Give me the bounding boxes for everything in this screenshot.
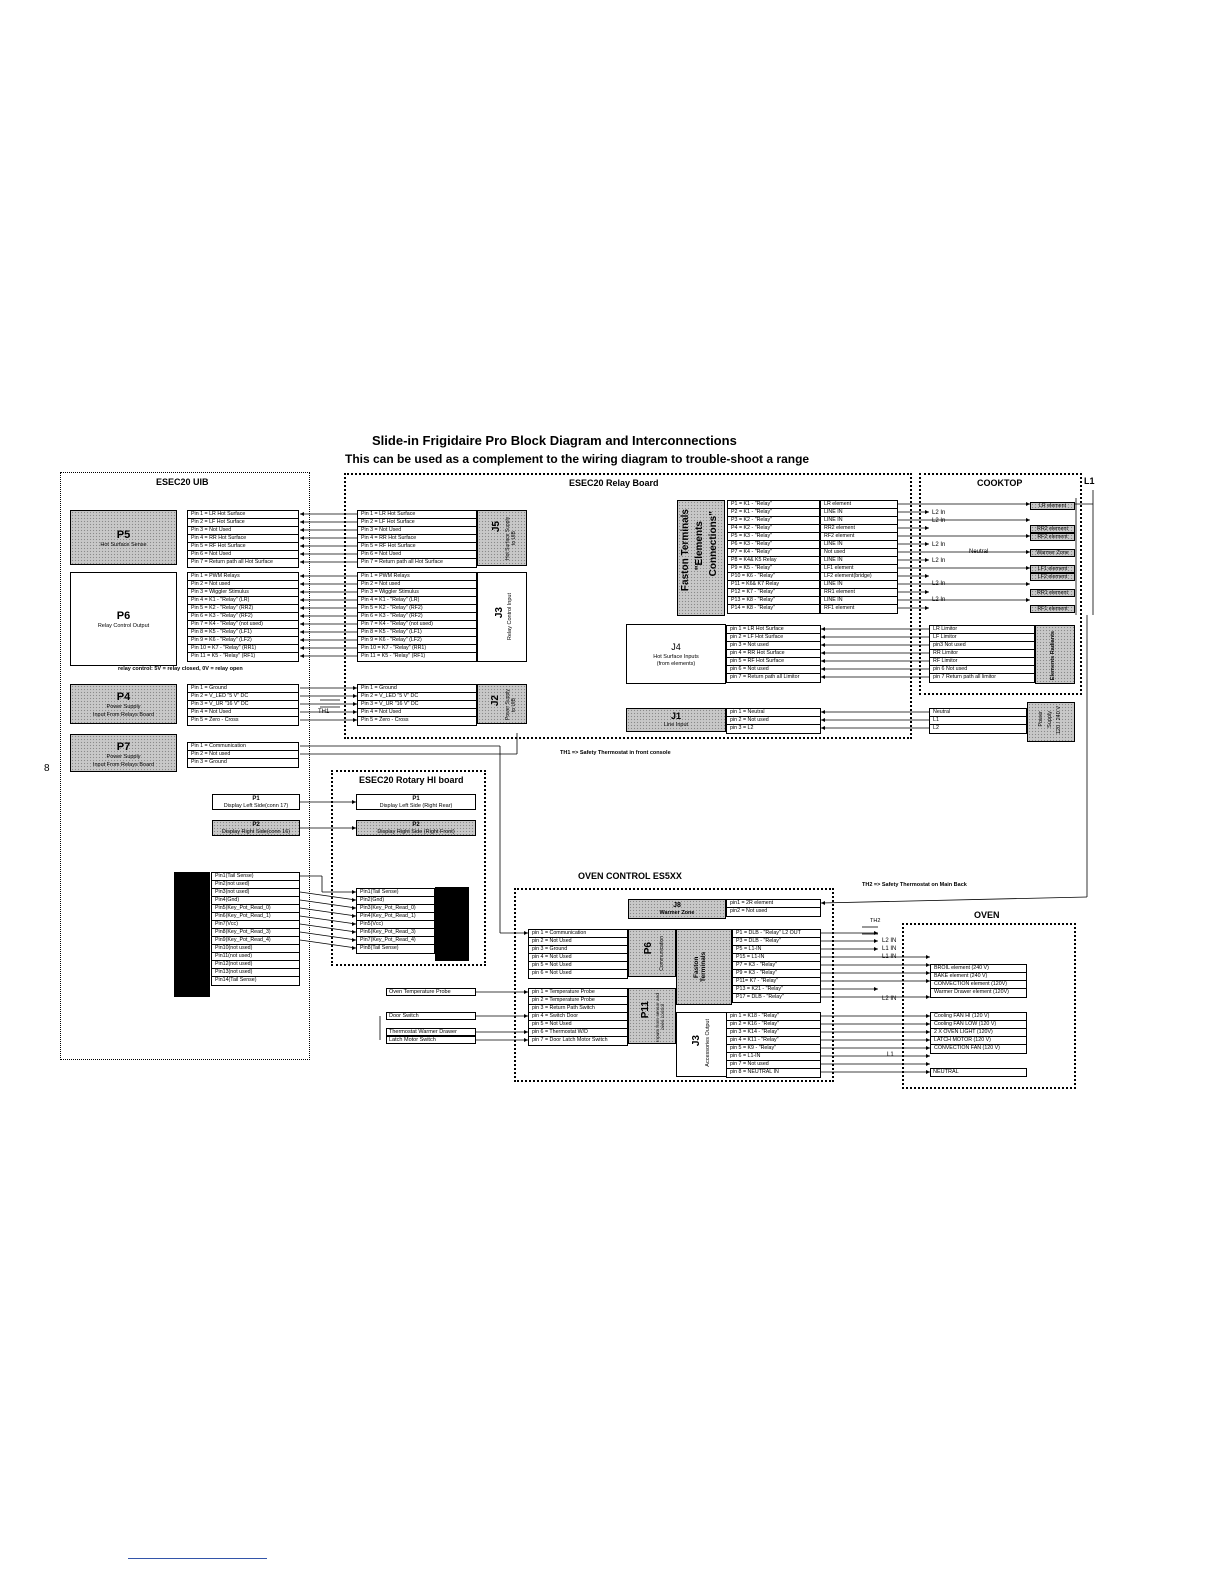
oc-j8-block	[628, 899, 726, 919]
pin-row: Pin 4 = RR Hot Surface	[188, 535, 298, 543]
wire-arrow	[874, 987, 878, 991]
relay-j4-block	[626, 624, 726, 684]
pin-row: Pin 3 = Wiggler Stimulus	[188, 589, 298, 597]
pin-row: Pin 1 = Ground	[358, 685, 476, 693]
pin-row: P10 = K6 - "Relay"	[728, 573, 819, 581]
pin-row: Pin 4 = Not Used	[358, 709, 476, 717]
relay-j5-sub: Hot Surface Supply to UIB	[505, 516, 517, 560]
th1-note: TH1 => Safety Thermostat in front console	[560, 750, 671, 756]
pin-desc: LINE IN	[821, 597, 897, 605]
relay-j2-name: J2	[490, 695, 501, 707]
relay-j4-sub2: (from elements)	[656, 661, 696, 667]
relay-faston-line3: Connections"	[708, 511, 719, 577]
pin-row: P4 = K2 - "Relay"	[728, 525, 819, 533]
pin-desc: RR2 element	[821, 525, 897, 533]
oc-p11-pins	[528, 988, 628, 1046]
pin-desc: LF2 element(bridge)	[821, 573, 897, 581]
oc-faston-label: Faston Terminals	[693, 951, 707, 983]
pin-desc: RR1 element	[821, 589, 897, 597]
uib-p5-pins	[187, 510, 299, 568]
load-row: Warmer Drawer element (120V)	[934, 989, 1009, 995]
pin-row: P11= K7 - "Relay"	[733, 978, 820, 986]
oc-j3-block	[676, 1012, 728, 1077]
pin-row: Pin 4 = RR Hot Surface	[358, 535, 476, 543]
load-row: Cooling FAN HI (120 V)	[931, 1013, 1026, 1021]
oven-control-header: OVEN CONTROL ES5XX	[578, 871, 682, 881]
line-label: L2 IN	[882, 996, 897, 1002]
pin-row: Pin 2 = V_LED "5 V" DC	[358, 693, 476, 701]
sensor-box: Oven Temperature Probe	[386, 988, 476, 996]
pin-row: Pin 7 = K4 - "Relay" (not used)	[358, 621, 476, 629]
pin-row: Pin2(not used)	[212, 881, 299, 889]
sensor-box: Door Switch	[386, 1012, 476, 1020]
pin-row: Pin3(not used)	[212, 889, 299, 897]
relay-j3-block	[477, 572, 527, 662]
pin-row: Pin 6 = K3 - "Relay" (RF2)	[358, 613, 476, 621]
pin-desc: LR element	[821, 501, 897, 509]
oven-loads-a	[930, 964, 1027, 998]
pin-row: Pin1(Tail Sense)	[357, 889, 434, 897]
pin-row: Pin 5 = RF Hot Surface	[188, 543, 298, 551]
pin-row: Pin6(Key_Pot_Read_3)	[357, 929, 434, 937]
relay-j3-sub: Relay Control Input	[507, 593, 513, 641]
pin-row: Pin 1 = PWM Relays	[188, 573, 298, 581]
pin-row: Pin 6 = Not Used	[188, 551, 298, 559]
pin-row: Pin 3 = V_UR "16 V" DC	[188, 701, 298, 709]
pin-row: Pin 3 = Wiggler Stimulus	[358, 589, 476, 597]
pin-row: pin 6 = Thermostat W/D	[529, 1029, 627, 1037]
pin-row: Pin 5 = RF Hot Surface	[358, 543, 476, 551]
pin-row: P7 = K3 - "Relay"	[733, 962, 820, 970]
rotary-p1-name: P1	[412, 796, 420, 802]
pin-row: P13 = K21 - "Relay"	[733, 986, 820, 994]
oc-p11-sub: Inputs from sensor and oven control	[656, 992, 666, 1042]
pin-row: Pin 6 = Not Used	[358, 551, 476, 559]
pin-row: Pin 5 = Zero - Cross	[191, 717, 239, 723]
uib-p2-name: P2	[252, 822, 260, 828]
cooktop-element: RR2 element	[1030, 525, 1075, 533]
uib-p1-sub: Display Left Side(conn 17)	[223, 803, 289, 809]
pin-desc: LINE IN	[821, 581, 897, 589]
uib-p4-sub1: Power Supply	[106, 704, 141, 710]
wire-arrow	[874, 939, 878, 943]
cooktop-element: RF1 element	[1030, 605, 1075, 613]
supply-row: L1	[930, 717, 1026, 725]
pin-row: Pin 2 = Not used	[358, 581, 476, 589]
oven-section	[902, 910, 1076, 1089]
load-row: BAKE element (240 V)	[931, 973, 1026, 981]
pin-row: P8 = K4& K5 Relay	[728, 557, 819, 565]
oc-p6-sub: Communication	[659, 936, 665, 971]
footer-rule	[128, 1558, 267, 1559]
pin-row: pin 5 = Not Used	[529, 1021, 627, 1029]
uib-p5-block	[70, 510, 177, 565]
relay-faston-block	[677, 500, 725, 616]
pin-row: Pin 1 = LR Hot Surface	[358, 511, 476, 519]
rotary-p2-sub: Display Right Side (Right Front)	[377, 829, 455, 835]
pin-row: Pin 1 = PWM Relays	[358, 573, 476, 581]
limiter-row: LF Limitor	[930, 634, 1034, 642]
pin-row: Pin 8 = K5 - "Relay" (LF1)	[188, 629, 298, 637]
pin-row: Pin 1 = Ground	[188, 685, 298, 693]
pin-row: pin 1 = Neutral	[727, 709, 820, 717]
relay-faston-desc	[820, 500, 898, 614]
pin-row: Pin 2 = LF Hot Surface	[188, 519, 298, 527]
pin-row: pin 7 = Door Latch Motor Switch	[532, 1037, 608, 1043]
uib-p7-block	[70, 734, 177, 772]
pin-row: Pin 5 = K2 - "Relay" (RF2)	[358, 605, 476, 613]
pin-row: pin 2 = Not used	[727, 717, 820, 725]
oc-p6-block	[628, 929, 676, 977]
pin-row: Pin 9 = K6 - "Relay" (LF2)	[188, 637, 298, 645]
relay-faston-line2: "Elements	[694, 521, 705, 571]
oc-j8-pins	[726, 899, 821, 917]
oc-p6-name: P6	[643, 942, 654, 955]
pin-row: P5 = K3 - "Relay"	[728, 533, 819, 541]
uib-p4-name: P4	[116, 691, 131, 703]
uib-p5-name: P5	[116, 529, 131, 541]
oc-j3-sub: Accessories Output	[705, 1019, 711, 1067]
th2-note: TH2 => Safety Thermostat on Main Back	[862, 882, 967, 888]
power-supply-block	[1027, 702, 1075, 742]
load-row: 2 X OVEN LIGHT (120V)	[931, 1029, 1026, 1037]
pin-row: Pin7(Key_Pot_Read_4)	[357, 937, 434, 945]
pin-row: pin 6 = Not used	[727, 666, 820, 674]
oc-j8-name: J8	[673, 902, 681, 909]
cooktop-element: LF1 element	[1030, 565, 1075, 573]
uib-p6-pins	[187, 572, 299, 662]
pin-row: Pin 5 = Zero - Cross	[361, 717, 409, 723]
rotary-p2-box	[356, 820, 476, 836]
pin-row: Pin 3 = Not Used	[188, 527, 298, 535]
pin-row: pin 3 = Not used	[727, 642, 820, 650]
pin-row: P6 = K3 - "Relay"	[728, 541, 819, 549]
pin-row: Pin4(Gnd)	[212, 897, 299, 905]
pin-row: pin 6 = L1-IN	[727, 1053, 820, 1061]
cooktop-element: Warmer Zone	[1030, 549, 1075, 557]
oc-p11-name: P11	[640, 1001, 651, 1019]
pin-row: Pin 2 = Not used	[188, 581, 298, 589]
pin-desc: LF1 element	[821, 565, 897, 573]
oc-j8-sub: Warmer Zone	[659, 910, 695, 916]
uib-p7-sub2: Input From Relays Board	[92, 762, 155, 768]
load-row: BROIL element (240 V)	[931, 965, 1026, 973]
cooktop-element: RR1 element	[1030, 589, 1075, 597]
pin-row: Pin 7 = Return path all Hot Surface	[361, 559, 444, 565]
oc-p11-block	[628, 988, 676, 1044]
pin-row: Pin 4 = Not Used	[188, 709, 298, 717]
pin-desc: LINE IN	[821, 509, 897, 517]
pin-row: pin 5 = RF Hot Surface	[727, 658, 820, 666]
wire-arrow	[874, 947, 878, 951]
rotary-pins	[356, 888, 435, 954]
line-label: L2 IN	[882, 938, 897, 944]
pin-row: Pin 8 = K5 - "Relay" (LF1)	[358, 629, 476, 637]
pin-row: Pin9(Key_Pot_Read_4)	[212, 937, 299, 945]
limiter-row: LR Limitor	[930, 626, 1034, 634]
pin-row: P14 = K8 - "Relay"	[731, 605, 775, 611]
pin-row: pin1 = 2R element	[727, 900, 820, 908]
pin-row: Pin 10 = K7 - "Relay" (RR1)	[188, 645, 298, 653]
line-label: L1	[887, 1052, 894, 1058]
uib-p4-pins	[187, 684, 299, 726]
relay-j4-name: J4	[671, 642, 681, 652]
uib-p4-sub2: Input From Relays Board	[92, 712, 155, 718]
pin-row: P17 = DLB - "Relay"	[736, 994, 784, 1000]
pin-row: Pin6(Key_Pot_Read_1)	[212, 913, 299, 921]
relay-j4-pins	[726, 625, 821, 683]
uib-p5-sub: Hot Surface Sense	[100, 542, 147, 548]
pin-row: Pin 1 = LR Hot Surface	[188, 511, 298, 519]
pin-desc: LINE IN	[821, 517, 897, 525]
uib-p2-sub: Display Right Side(conn 16)	[221, 829, 291, 835]
oc-j3-name: J3	[691, 1035, 702, 1047]
limiters-block	[1035, 625, 1075, 684]
pin-row: pin 7 = Not used	[727, 1061, 820, 1069]
pin-row: pin 2 = LF Hot Surface	[727, 634, 820, 642]
l1-label: L1	[1084, 476, 1095, 486]
pin-row: Pin 2 = V_LED "5 V" DC	[188, 693, 298, 701]
th1-label: TH1	[318, 709, 330, 715]
oc-p6-pins	[528, 929, 628, 979]
pin-row: P9 = K3 - "Relay"	[733, 970, 820, 978]
cooktop-element: LR element	[1030, 502, 1075, 510]
relay-j3-pins	[357, 572, 477, 662]
pin-row: Pin5(Vcc)	[357, 921, 434, 929]
oven-neutral: NEUTRAL	[930, 1068, 1027, 1077]
pin-row: P13 = K8 - "Relay"	[728, 597, 819, 605]
th2-label: TH2	[870, 918, 881, 924]
pin-row: Pin 1 = Communication	[188, 743, 298, 751]
cooktop-feed-label: L2 In	[932, 597, 946, 603]
pin-row: Pin14(Tail Sense)	[215, 977, 257, 983]
pin-row: pin 8 = NEUTRAL IN	[730, 1069, 779, 1075]
relay-faston-line1: Faston Terminals	[680, 509, 691, 592]
wire-70	[821, 897, 1087, 903]
uib-tail-pins	[211, 872, 300, 986]
pin-row: pin 1 = Temperature Probe	[529, 989, 627, 997]
relay-j1-pins	[726, 708, 821, 734]
side-mark: 8	[44, 763, 50, 774]
pin-row: pin 2 = Temperature Probe	[529, 997, 627, 1005]
uib-p6-sub: Relay Control Output	[97, 623, 150, 629]
load-row: CONVECTION FAN (120 V)	[934, 1045, 1000, 1051]
uib-p2-box	[212, 820, 300, 836]
supply-row: L2	[933, 725, 939, 731]
relay-j1-sub: Line Input	[663, 722, 689, 728]
pin-row: Pin 5 = K2 - "Relay" (RR2)	[188, 605, 298, 613]
pin-row: pin 4 = K11 - "Relay"	[727, 1037, 820, 1045]
pin-row: P5 = L1-IN	[733, 946, 820, 954]
relay-j5-block	[477, 510, 527, 566]
pin-row: pin 3 = Return Path Switch	[529, 1005, 627, 1013]
uib-p7-name: P7	[116, 741, 131, 753]
pin-row: P11 = K6& K7 Relay	[728, 581, 819, 589]
limiter-row: pin 6 Not used	[930, 666, 1034, 674]
pin-row: P1 = K1 - "Relay"	[728, 501, 819, 509]
pin-row: pin 4 = Switch Door	[529, 1013, 627, 1021]
cooktop-neutral: Neutral	[969, 549, 989, 555]
pin-row: pin 4 = Not Used	[529, 954, 627, 962]
pin-row: Pin 3 = Not Used	[358, 527, 476, 535]
pin-row: P12 = K7 - "Relay"	[728, 589, 819, 597]
pin-row: Pin5(Key_Pot_Read_0)	[212, 905, 299, 913]
cooktop-supply-pins	[929, 708, 1027, 734]
uib-p6-block	[70, 572, 177, 666]
pin-row: Pin4(Key_Pot_Read_1)	[357, 913, 434, 921]
pin-desc: RF1 element	[824, 605, 855, 611]
relay-j4-sub1: Hot Surface Inputs	[653, 654, 699, 660]
uib-p7-pins	[187, 742, 299, 768]
pin-row: Pin 9 = K6 - "Relay" (LF2)	[358, 637, 476, 645]
pin-row: pin 3 = K14 - "Relay"	[727, 1029, 820, 1037]
relay-j2-block	[477, 684, 527, 724]
load-row: LATCH MOTOR (120 V)	[931, 1037, 1026, 1045]
rotary-p1-sub: Display Left Side (Right Rear)	[379, 803, 453, 809]
pin-desc: LINE IN	[821, 557, 897, 565]
pin-row: P15 = L1-IN	[733, 954, 820, 962]
limiter-row: RF Limitor	[930, 658, 1034, 666]
limiter-row: pin3 Not used	[930, 642, 1034, 650]
cooktop-feed-label: L2 In	[932, 581, 946, 587]
pin-row: Pin 3 = V_UR "16 V" DC	[358, 701, 476, 709]
rotary-connector	[435, 887, 469, 961]
pin-row: Pin 6 = K3 - "Relay" (RF2)	[188, 613, 298, 621]
diagram-subtitle: This can be used as a complement to the wiring diagram to trouble-shoot a range	[345, 452, 810, 466]
oc-faston-pins	[732, 929, 821, 1003]
oven-loads-b	[930, 1012, 1027, 1054]
pin-row: pin 6 = Not Used	[532, 970, 572, 976]
power-supply-line1: Power	[1038, 711, 1044, 727]
pin-row: Pin 3 = Ground	[191, 759, 227, 765]
pin-row: Pin 11 = K5 - "Relay" (RF1)	[191, 653, 256, 659]
pin-row: Pin3(Key_Pot_Read_0)	[357, 905, 434, 913]
pin-row: P9 = K5 - "Relay"	[728, 565, 819, 573]
pin-row: Pin 4 = K1 - "Relay" (LR)	[358, 597, 476, 605]
supply-row: Neutral	[930, 709, 1026, 717]
cooktop-feed-label: L2 In	[932, 518, 946, 524]
uib-header: ESEC20 UIB	[156, 477, 209, 487]
pin-row: pin 1 = LR Hot Surface	[727, 626, 820, 634]
relay-j5-pins	[357, 510, 477, 568]
rotary-p1-box	[356, 794, 476, 810]
pin-row: Pin 2 = Not used	[188, 751, 298, 759]
limiters-label: Elements Radiants	[1050, 631, 1056, 681]
pin-row: pin 3 = L2	[730, 725, 754, 731]
pin-row: Pin 10 = K7 - "Relay" (RR1)	[358, 645, 476, 653]
pin-row: Pin10(not used)	[212, 945, 299, 953]
pin-row: P2 = K1 - "Relay"	[728, 509, 819, 517]
cooktop-element: LF2 element	[1030, 573, 1075, 581]
pin-row: pin 2 = Not Used	[529, 938, 627, 946]
pin-row: Pin11(not used)	[212, 953, 299, 961]
relay-j2-sub: Power Supply to UIB	[505, 689, 517, 721]
oven-header: OVEN	[974, 910, 1000, 920]
rotary-p2-name: P2	[412, 822, 420, 828]
load-row: Cooling FAN LOW (120 V)	[931, 1021, 1026, 1029]
uib-tail-connector	[174, 872, 210, 997]
pin-row: P1 = DLB - "Relay" L2 OUT	[733, 930, 820, 938]
relay-board-header: ESEC20 Relay Board	[569, 478, 659, 488]
pin-row: Pin 4 = K1 - "Relay" (LR)	[188, 597, 298, 605]
pin-row: Pin13(not used)	[212, 969, 299, 977]
relay-j3-name: J3	[494, 607, 505, 619]
rotary-header: ESEC20 Rotary HI board	[359, 775, 464, 785]
pin-row: Pin 11 = K5 - "Relay" (RF1)	[361, 653, 426, 659]
uib-p7-sub1: Power Supply	[106, 754, 141, 760]
cooktop-limiters	[929, 625, 1035, 683]
sensor-box: Latch Motor Switch	[386, 1036, 476, 1044]
relay-control-note: relay control: 5V = relay closed, 0V = relay open	[118, 666, 243, 672]
pin-row: Pin8(Key_Pot_Read_3)	[212, 929, 299, 937]
uib-p4-block	[70, 684, 177, 724]
oc-j3-pins	[726, 1012, 821, 1078]
pin-row: P7 = K4 - "Relay"	[728, 549, 819, 557]
pin-row: pin 2 = K16 - "Relay"	[727, 1021, 820, 1029]
wire-arrow	[874, 931, 878, 935]
relay-j1-block	[626, 708, 726, 732]
pin-row: pin 5 = K9 - "Relay"	[727, 1045, 820, 1053]
pin-desc: Not used	[821, 549, 897, 557]
pin-row: pin 1 = Communication	[529, 930, 627, 938]
load-row: CONVECTION element (120V)	[931, 981, 1026, 989]
pin-row: Pin12(not used)	[212, 961, 299, 969]
line-label: L1 IN	[882, 954, 897, 960]
pin-row: Pin2(Gnd)	[357, 897, 434, 905]
pin-row: P3 = K2 - "Relay"	[728, 517, 819, 525]
pin-row: pin2 = Not used	[730, 908, 768, 914]
sensor-box: Thermostat Warmer Drawer	[386, 1028, 476, 1036]
relay-j1-name: J1	[670, 711, 681, 721]
power-supply-line2: Supply	[1047, 711, 1053, 728]
cooktop-feed-label: L2 In	[932, 510, 946, 516]
relay-faston-pins	[727, 500, 820, 614]
cooktop-element: RF2 element	[1030, 533, 1075, 541]
pin-row: pin 3 = Ground	[529, 946, 627, 954]
uib-p1-box	[212, 794, 300, 810]
pin-row: pin 4 = RR Hot Surface	[727, 650, 820, 658]
cooktop-feed-label: L2 In	[932, 558, 946, 564]
pin-row: pin 7 = Return path all Limitor	[730, 674, 800, 680]
limiter-row: RR Limitor	[930, 650, 1034, 658]
limiter-row: pin 7 Return path all limitor	[933, 674, 997, 680]
relay-j5-name: J5	[491, 521, 502, 533]
pin-row: Pin 7 = Return path all Hot Surface	[191, 559, 274, 565]
pin-row: Pin1(Tail Sense)	[212, 873, 299, 881]
line-label: L1 IN	[882, 946, 897, 952]
pin-desc: LINE IN	[821, 541, 897, 549]
power-supply-line3: 120 / 240 V	[1056, 706, 1062, 735]
pin-row: Pin 2 = LF Hot Surface	[358, 519, 476, 527]
pin-desc: RF2 element	[821, 533, 897, 541]
pin-row: pin 1 = K18 - "Relay"	[727, 1013, 820, 1021]
pin-row: pin 5 = Not Used	[529, 962, 627, 970]
pin-row: Pin7(Vcc)	[212, 921, 299, 929]
pin-row: Pin8(Tail Sense)	[360, 945, 399, 951]
pin-row: P3 = DLB - "Relay"	[733, 938, 820, 946]
cooktop-header: COOKTOP	[977, 478, 1023, 488]
pin-row: Pin 7 = K4 - "Relay" (not used)	[188, 621, 298, 629]
relay-j2-pins	[357, 684, 477, 726]
oc-faston-block	[676, 929, 732, 1005]
uib-p1-name: P1	[252, 796, 260, 802]
diagram-title: Slide-in Frigidaire Pro Block Diagram and Interconnections	[372, 433, 737, 448]
cooktop-feed-label: L2 In	[932, 542, 946, 548]
uib-p6-name: P6	[116, 610, 131, 622]
